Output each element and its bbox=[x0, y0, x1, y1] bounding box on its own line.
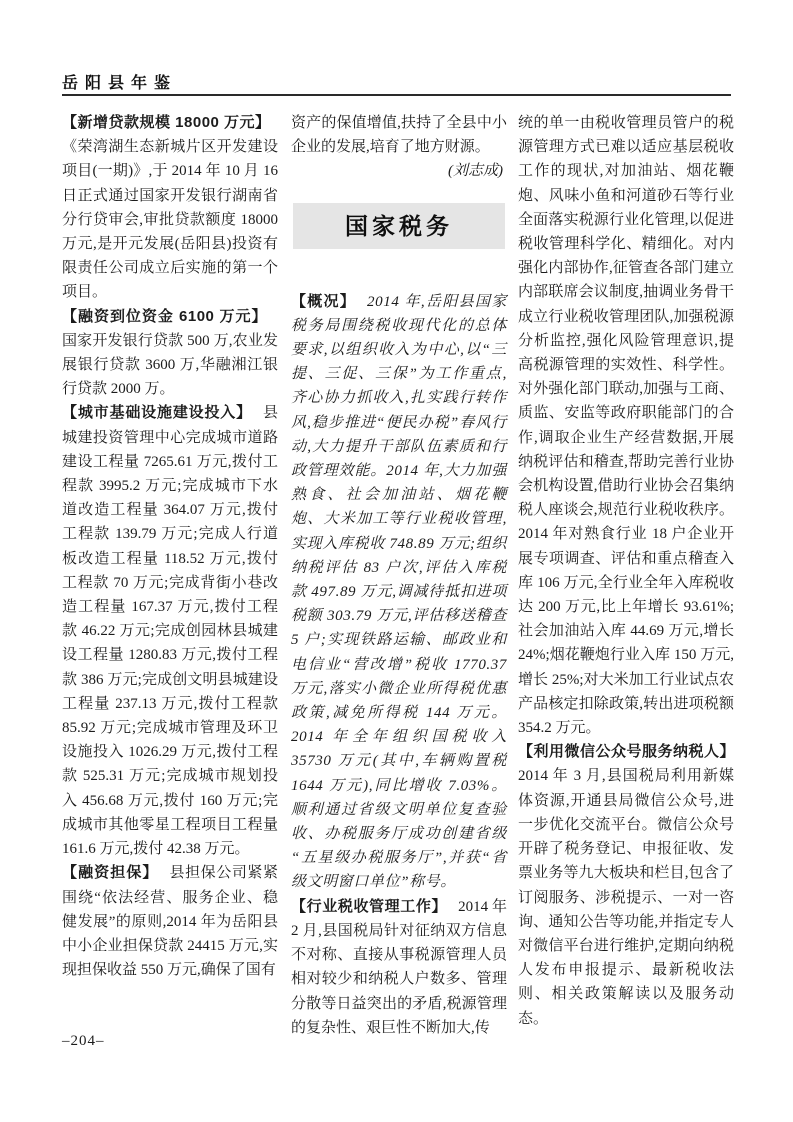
page-number: –204– bbox=[62, 1033, 105, 1049]
yearbook-entry bbox=[518, 740, 734, 1030]
entry-label: 【利用微信公众号服务纳税人】 bbox=[518, 743, 736, 761]
entry-label: 【概况】 bbox=[291, 292, 357, 310]
text-column-2 bbox=[291, 111, 507, 1040]
text-column-3 bbox=[518, 111, 734, 1031]
entry-body: 2014 年,岳阳县国家税务局围绕税收现代化的总体要求,以组织收入为中心,以“三提、三促、三保”为工作重点,齐心协力抓收入,扎实践行转作风,稳步推进“便民办税”春风行动,大力提升干部队伍素质和行政管理效能。2014 年,大力加强熟食、社会加油站、烟花鞭炮、大米加工等行业税收管理,实现入库税收 748.89 万元;组织纳税评估 83 户次,评估入库税款 497.89 万元,调减待抵扣进项税额 303.79 万元,评估移送稽查 5 户;实现铁路运输、邮政业和电信业“营改增”税收 1770.37 万元,落实小微企业所得税优惠政策,减免所得税 144 万元。2014 年全年组织国税收入 35730 万元(其中,车辆购置税 1644 万元),同比增收 7.03%。顺利通过省级文明单位复查验收、办税服务厅成功创建省级“五星级办税服务厅”,并获“省级文明窗口单位”称号。 bbox=[291, 293, 507, 891]
text-column-1 bbox=[62, 111, 278, 982]
entry-body: 2014 年 3 月,县国税局利用新媒体资源,开通县局微信公众号,进一步优化交流平台。微信公众号开辟了税务登记、申报征收、发票业务等九大板块和栏目,包含了订阅服务、涉税提示、一对一咨询、通知公告等功能,并指定专人对微信平台进行维护,定期向纳税人发布申报提示、最新税收法则、相关政策解读以及服务动态。 bbox=[518, 768, 734, 1027]
section-banner-guojia-shuiwu: 国家税务 bbox=[293, 203, 505, 249]
yearbook-entry bbox=[291, 895, 507, 1040]
entry-body: 《荣湾湖生态新城片区开发建设项目(一期)》,于 2014 年 10 月 16 日正式通过国家开发银行湖南省分行贷审会,审批贷款额度 18000 万元,是开元发展(岳阳县)投资有限责任公司成立后实施的第一个项目。 bbox=[62, 139, 278, 301]
continuation-paragraph: 资产的保值增值,扶持了全县中小企业的发展,培育了地方财源。 bbox=[291, 115, 507, 156]
entry-body: 国家开发银行贷款 500 万,农业发展银行贷款 3600 万,华融湘江银行贷款 2000 万。 bbox=[62, 332, 278, 398]
entry-label: 【行业税收管理工作】 bbox=[291, 897, 448, 915]
entry-body: 县担保公司紧紧围绕“依法经营、服务企业、稳健发展”的原则,2014 年为岳阳县中小企业担保贷款 24415 万元,实现担保收益 550 万元,确保了国有 bbox=[62, 865, 278, 979]
entry-label: 【融资担保】 bbox=[62, 864, 159, 882]
header-rule bbox=[62, 94, 731, 96]
entry-label: 【融资到位资金 6100 万元】 bbox=[62, 307, 267, 325]
yearbook-entry bbox=[291, 290, 507, 895]
yearbook-entry bbox=[62, 111, 278, 305]
entry-label: 【城市基础设施建设投入】 bbox=[62, 404, 252, 422]
entry-label: 【新增贷款规模 18000 万元】 bbox=[62, 114, 271, 131]
entry-body: 2014 年 2 月,县国税局针对征纳双方信息不对称、直接从事税源管理人员相对较少和纳税人户数多、管理分散等日益突出的矛盾,税源管理的复杂性、艰巨性不断加大,传 bbox=[291, 898, 507, 1036]
yearbook-entry bbox=[62, 305, 278, 402]
entry-body: 县城建投资管理中心完成城市道路建设工程量 7265.61 万元,拨付工程款 3995.2 万元;完成城市下水道改造工程量 364.07 万元,拨付工程款 139.79 万元;完成人行道板改造工程量 118.52 万元,拨付工程款 70 万元;完成背街小巷改造工程量 167.37 万元,拨付工程款 46.22 万元;完成创园林县城建设工程量 1280.83 万元,拨付工程款 386 万元;完成创文明县城建设工程量 237.13 万元,拨付工程款 85.92 万元;完成城市管理及环卫设施投入 1026.29 万元,拨付工程款 525.31 万元;完成城市规划投入 456.68 万元,拨付 160 万元;完成城市其他零星工程项目工程量 161.6 万元,拨付 42.38 万元。 bbox=[62, 405, 278, 858]
continuation-paragraph: 统的单一由税收管理员管户的税源管理方式已难以适应基层税收工作的现状,对加油站、烟花鞭炮、风味小鱼和河道砂石等行业全面落实税源行业化管理,以促进税收管理科学化、精细化。对内强化内部协作,征管查各部门建立内部联席会议制度,抽调业务骨干成立行业税收管理团队,加强税源分析监控,强化风险管理意识,提高税源管理的实效性、科学性。对外强化部门联动,加强与工商、质监、安监等政府职能部门的合作,调取企业生产经营数据,开展纳税评估和稽查,帮助完善行业协会机构设置,借助行业协会召集纳税人座谈会,规范行业税收秩序。2014 年对熟食行业 18 户企业开展专项调查、评估和重点稽查入库 106 万元,全行业全年入库税收达 200 万元,比上年增长 93.61%;社会加油站入库 44.69 万元,增长 24%;烟花鞭炮行业入库 150 万元,增长 25%;对大米加工行业试点农产品核定扣除政策,转出进项税额 354.2 万元。 bbox=[518, 115, 734, 737]
yearbook-entry bbox=[62, 861, 278, 982]
yearbook-running-head: 岳阳县年鉴 bbox=[62, 75, 178, 92]
yearbook-entry bbox=[62, 401, 278, 861]
author-signature: (刘志成) bbox=[448, 163, 503, 180]
